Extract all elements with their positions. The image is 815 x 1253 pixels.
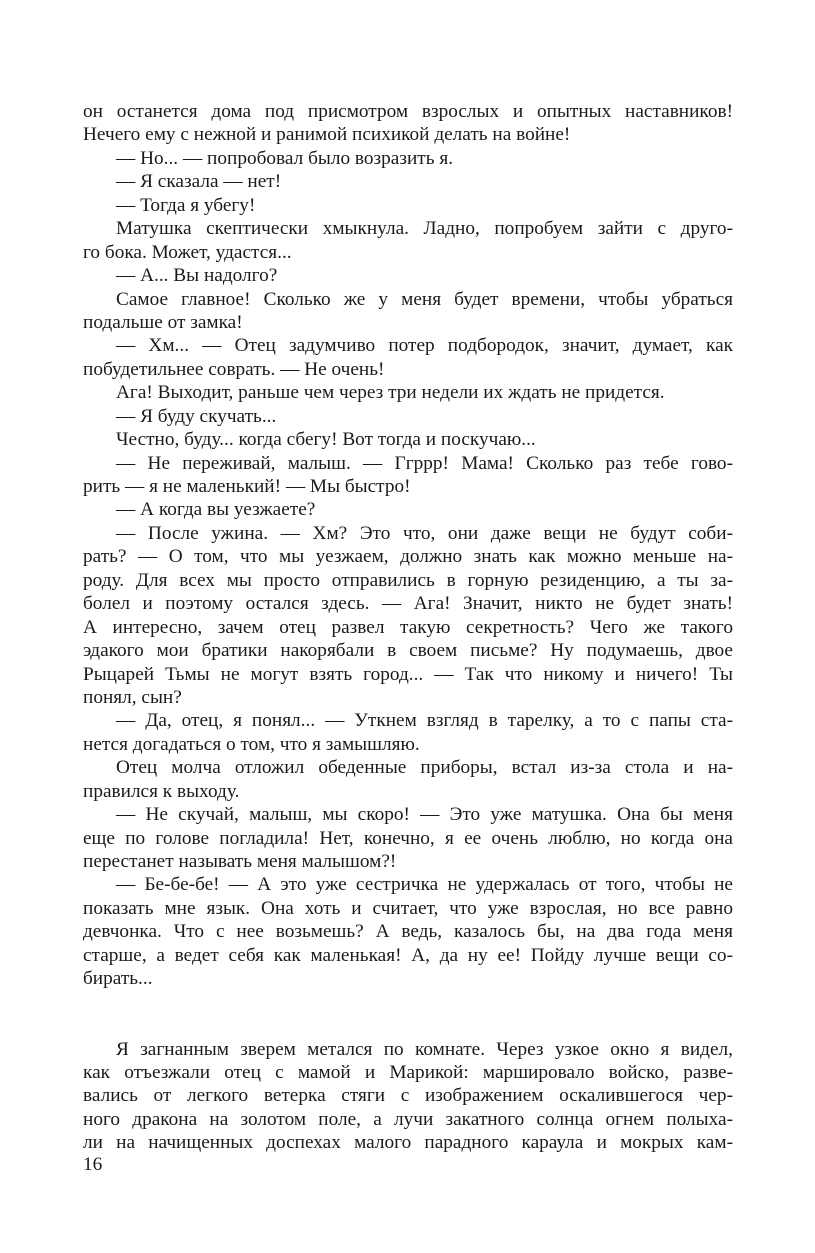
text-line: — Я сказала — нет!	[116, 171, 282, 193]
text-line: еще по голове погладила! Нет, конечно, я ее очень люблю, но когда она	[83, 827, 733, 849]
text-line: — Я буду скучать...	[116, 405, 277, 427]
text-line: нется догадаться о том, что я замышляю.	[83, 733, 420, 755]
text-line: Самое главное! Сколько же у меня будет времени, чтобы убраться	[116, 288, 733, 310]
text-line: старше, а ведет себя как маленькая! А, да ну ее! Пойду лучше вещи со-	[83, 944, 733, 966]
text-line: Отец молча отложил обеденные приборы, встал из-за стола и на-	[116, 757, 733, 779]
text-line: рать? — О том, что мы уезжаем, должно знать как можно меньше на-	[83, 546, 733, 568]
text-line: — Бе-бе-бе! — А это уже сестричка не удержалась от того, чтобы не	[116, 874, 733, 896]
text-line: ного дракона на золотом поле, а лучи закатного солнца огнем полыха-	[83, 1108, 733, 1130]
text-line: правился к выходу.	[83, 780, 240, 802]
text-line: го бока. Может, удастся...	[83, 241, 292, 263]
text-line: Ага! Выходит, раньше чем через три недели их ждать не придется.	[116, 382, 665, 404]
text-line: бирать...	[83, 968, 153, 990]
text-line: как отъезжали отец с мамой и Марикой: маршировало войско, разве-	[83, 1061, 733, 1083]
text-line: Рыцарей Тьмы не могут взять город... — Так что никому и ничего! Ты	[83, 663, 733, 685]
page-number: 16	[83, 1154, 103, 1175]
text-line: Матушка скептически хмыкнула. Ладно, попробуем зайти с друго-	[116, 218, 733, 240]
text-line: — Да, отец, я понял... — Уткнем взгляд в тарелку, а то с папы ста-	[116, 710, 733, 732]
text-line: ли на начищенных доспехах малого парадного караула и мокрых кам-	[83, 1132, 733, 1154]
text-line: — Не скучай, малыш, мы скоро! — Это уже матушка. Она бы меня	[116, 804, 733, 826]
text-line: Честно, буду... когда сбегу! Вот тогда и поскучаю...	[116, 429, 536, 451]
text-line: рить — я не маленький! — Мы быстро!	[83, 476, 411, 497]
text-line: — Но... — попробовал было возразить я.	[116, 147, 454, 169]
text-line: — А... Вы надолго?	[116, 265, 278, 287]
text-line: роду. Для всех мы просто отправились в горную резиденцию, а ты за-	[83, 569, 733, 591]
text-line: показать мне язык. Она хоть и считает, что уже взрослая, но все равно	[83, 897, 733, 919]
text-line: — А когда вы уезжаете?	[116, 499, 316, 521]
text-line: А интересно, зачем отец развел такую секретность? Чего же такого	[83, 616, 733, 638]
text-line: Нечего ему с нежной и ранимой психикой делать на войне!	[83, 124, 571, 146]
text-line: болел и поэтому остался здесь. — Ага! Значит, никто не будет знать!	[83, 593, 733, 615]
text-line: Я загнанным зверем метался по комнате. Через узкое окно я видел,	[116, 1038, 733, 1060]
text-line: девчонка. Что с нее возьмешь? А ведь, казалось бы, на два года меня	[83, 921, 733, 943]
text-line: — Тогда я убегу!	[116, 194, 256, 216]
text-line: понял, сын?	[83, 686, 182, 708]
text-line: он останется дома под присмотром взрослых и опытных наставников!	[83, 101, 733, 122]
text-line: перестанет называть меня малышом?!	[83, 851, 397, 872]
text-line: подальше от замка!	[83, 311, 243, 333]
text-line: вались от легкого ветерка стяги с изображением оскалившегося чер-	[83, 1085, 733, 1107]
text-line: — Хм... — Отец задумчиво потер подбородок, значит, думает, как	[116, 335, 733, 357]
section-break	[83, 991, 733, 1038]
body-text	[83, 100, 733, 1155]
text-line: — Не переживай, малыш. — Ггррр! Мама! Сколько раз тебе гово-	[116, 452, 733, 474]
text-line: — После ужина. — Хм? Это что, они даже вещи не будут соби-	[116, 522, 733, 544]
text-line: побудетильнее соврать. — Не очень!	[83, 358, 385, 380]
text-line: эдакого мои братики накорябали в своем письме? Ну подумаешь, двое	[83, 640, 733, 662]
